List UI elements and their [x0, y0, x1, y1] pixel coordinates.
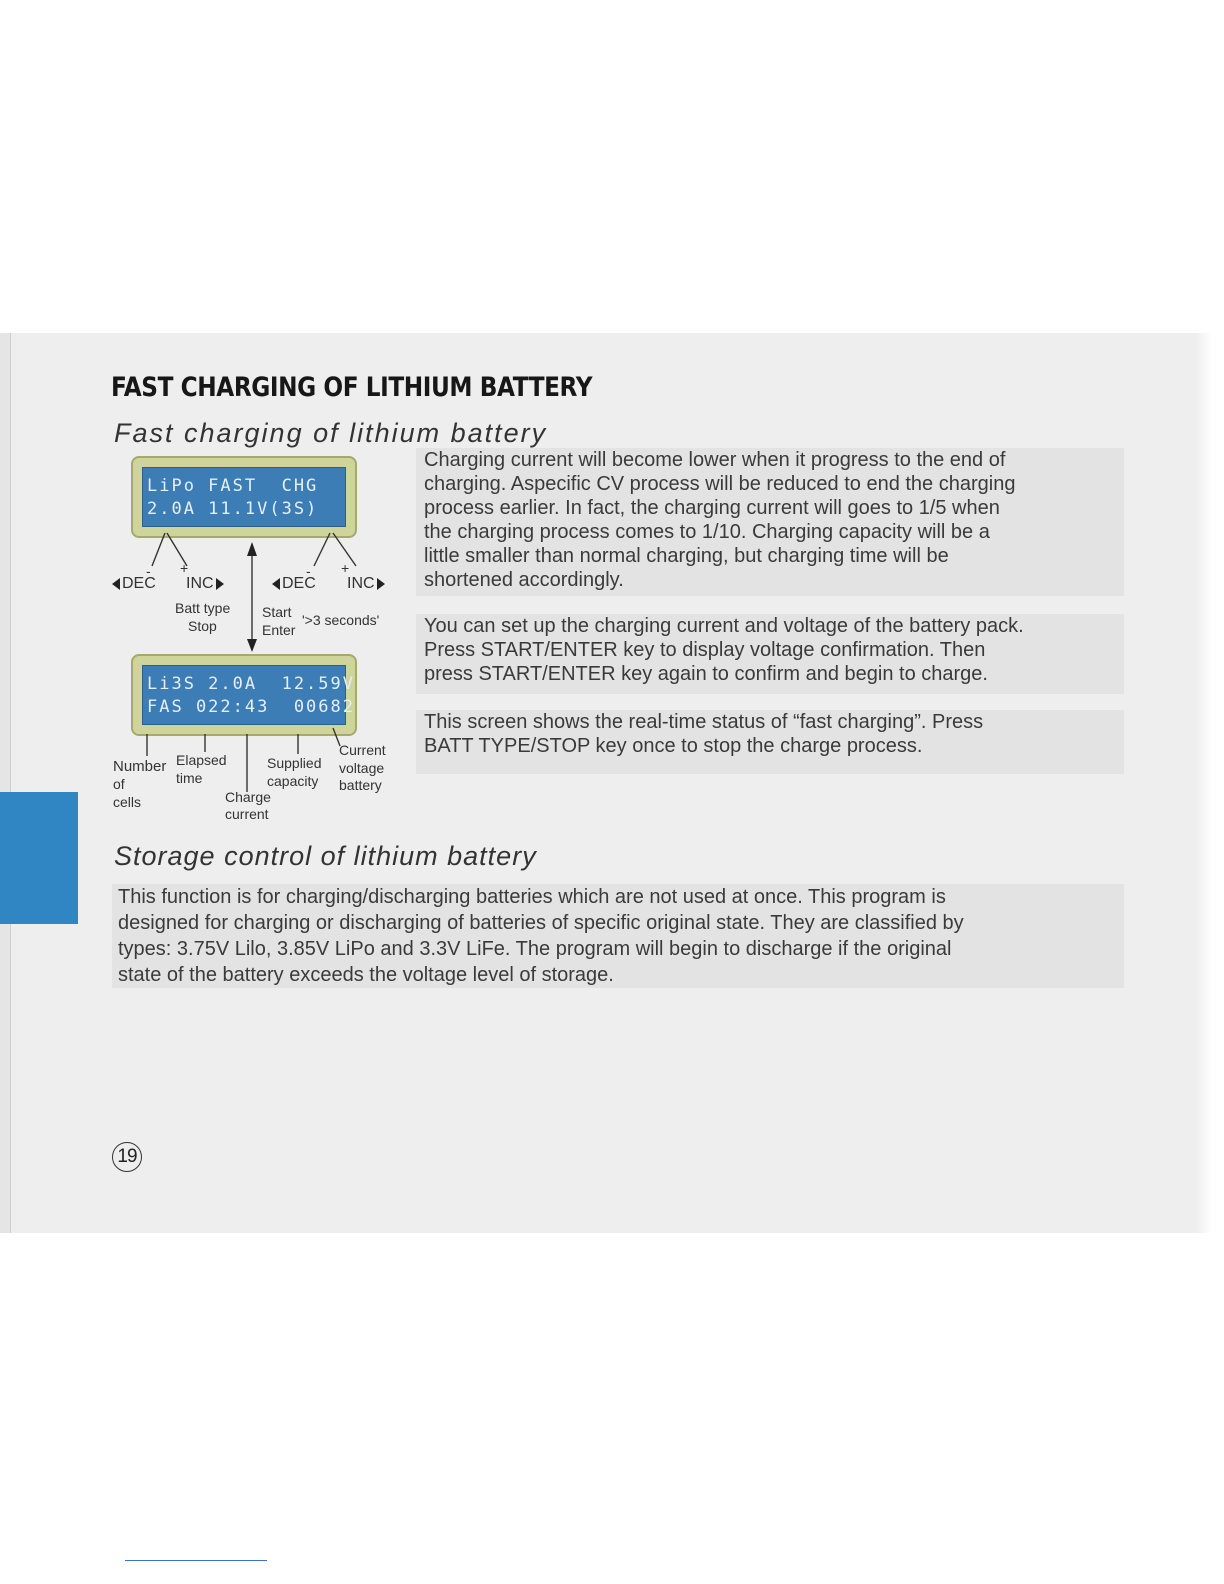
stop-label: Stop	[188, 618, 217, 634]
inc-key-label: INC	[347, 575, 385, 593]
text-line: Press START/ENTER key to display voltage confirmation. Then	[424, 639, 986, 661]
current-voltage-label: Current	[339, 742, 386, 758]
plus-label: +	[341, 560, 350, 576]
text-line: Charging current will become lower when it progress to the end of	[424, 449, 1006, 471]
start-label: Start	[262, 604, 292, 620]
voltage-label: voltage	[339, 760, 385, 776]
page-binding-edge	[0, 333, 11, 1233]
lcd-display-status	[131, 654, 357, 736]
arrow-right-icon	[377, 578, 385, 590]
cells-label: cells	[113, 794, 142, 810]
text-line: little smaller than normal charging, but charging time will be	[424, 545, 949, 567]
batt-type-label: Batt type	[175, 600, 231, 616]
supplied-label: Supplied	[267, 755, 322, 771]
lcd-line-1: Li3S 2.0A 12.59V	[147, 674, 355, 694]
number-label: Number	[113, 758, 167, 775]
text-line: designed for charging or discharging of batteries of specific original state. They are classified by	[118, 912, 964, 934]
page-title: FAST CHARGING OF LITHIUM BATTERY	[111, 372, 593, 403]
arrow-right-icon	[216, 578, 224, 590]
elapsed-label: Elapsed	[176, 752, 227, 768]
paragraph-storage-function	[112, 884, 1124, 988]
page-number: 19	[112, 1142, 142, 1172]
section-title-storage-control: Storage control of lithium battery	[114, 841, 537, 871]
chapter-tab	[0, 792, 78, 924]
inc-key-label: INC	[186, 575, 224, 593]
text-line: This screen shows the real-time status of “fast charging”. Press	[424, 711, 984, 733]
page-right-edge	[1196, 333, 1212, 1233]
section-title-fast-charging: Fast charging of lithium battery	[114, 418, 548, 448]
lcd-screen	[142, 665, 355, 725]
lcd-line-1: LiPo FAST CHG	[147, 476, 319, 496]
charge-label: Charge	[225, 789, 271, 805]
bottom-underline	[125, 1560, 267, 1561]
enter-label: Enter	[262, 622, 296, 638]
text-line: This function is for charging/discharging batteries which are not used at once. This program is	[118, 886, 946, 908]
dec-key-label: DEC	[112, 575, 156, 593]
seconds-label: '>3 seconds'	[302, 612, 380, 628]
text-line: state of the battery exceeds the voltage level of storage.	[118, 964, 614, 986]
arrow-left-icon	[272, 578, 280, 590]
paragraph-charging-current	[416, 448, 1124, 596]
text-line: press START/ENTER key again to confirm and begin to charge.	[424, 663, 988, 685]
text-line: process earlier. In fact, the charging current will goes to 1/5 when	[424, 497, 1000, 519]
dec-key-label: DEC	[272, 575, 316, 593]
text-line: charging. Aspecific CV process will be reduced to end the charging	[424, 473, 1016, 495]
text-line: You can set up the charging current and voltage of the battery pack.	[424, 615, 1024, 637]
lcd-line-2: FAS 022:43 00682	[147, 697, 355, 717]
minus-label: -	[306, 563, 311, 579]
text-line: BATT TYPE/STOP key once to stop the charge process.	[424, 735, 923, 757]
battery-label: battery	[339, 777, 382, 793]
capacity-label: capacity	[267, 773, 319, 789]
time-label: time	[176, 770, 203, 786]
current-label: current	[225, 806, 269, 822]
lcd-line-2: 2.0A 11.1V(3S)	[147, 499, 319, 519]
lcd-screen	[142, 467, 346, 527]
of-label: of	[113, 776, 125, 792]
minus-label: -	[146, 563, 151, 579]
lcd-display-setup	[131, 456, 357, 538]
arrow-left-icon	[112, 578, 120, 590]
paragraph-setup	[416, 614, 1124, 694]
text-line: shortened accordingly.	[424, 569, 624, 591]
text-line: the charging process comes to 1/10. Charging capacity will be a	[424, 521, 990, 543]
plus-label: +	[180, 560, 189, 576]
text-line: types: 3.75V Lilo, 3.85V LiPo and 3.3V LiFe. The program will begin to discharge if the original	[118, 938, 952, 960]
paragraph-realtime-status	[416, 710, 1124, 774]
